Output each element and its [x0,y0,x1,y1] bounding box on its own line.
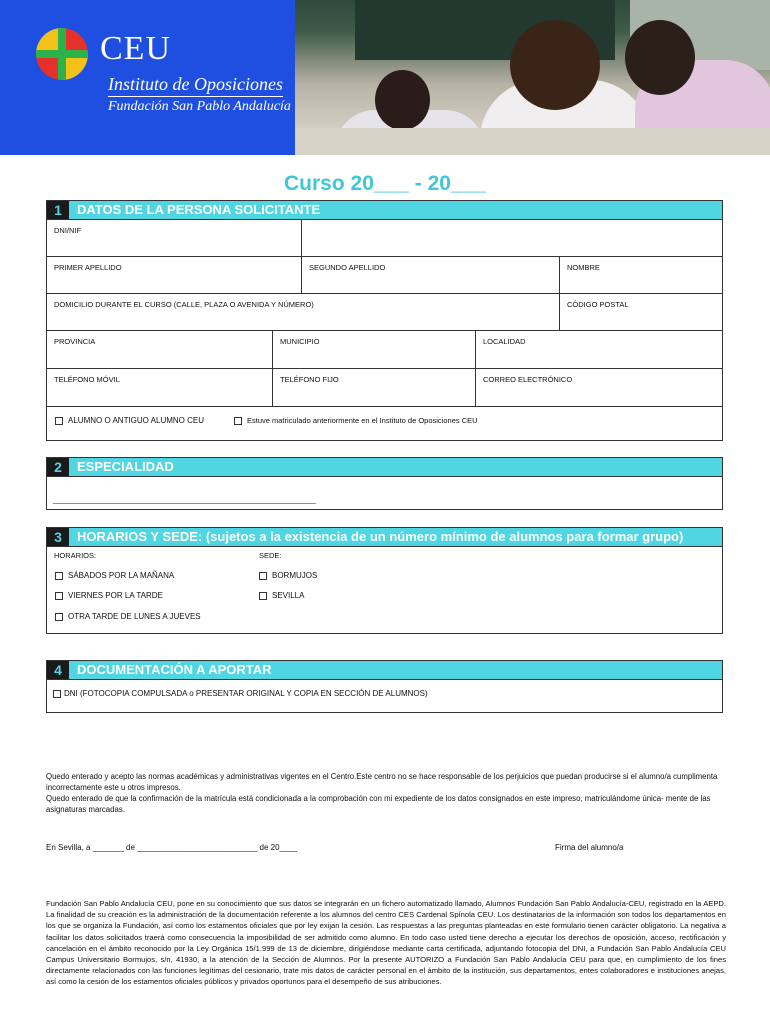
section-4-title: DOCUMENTACIÓN A APORTAR [77,662,272,677]
previously-enrolled-option[interactable] [234,416,478,425]
brand-panel [0,0,295,155]
section-1-number: 1 [47,201,69,219]
weekday-afternoon-checkbox[interactable] [55,613,63,621]
brand-subtitle: Instituto de Oposiciones [108,74,283,94]
dni-document-label: DNI (FOTOCOPIA COMPULSADA o PRESENTAR ORIGINAL Y COPIA EN SECCIÓN DE ALUMNOS) [64,689,428,698]
friday-afternoon-checkbox[interactable] [55,592,63,600]
friday-afternoon-label: VIERNES POR LA TARDE [68,591,163,600]
section-4-number: 4 [47,661,69,679]
email-field[interactable] [476,369,723,407]
course-title: Curso 20___ - 20___ [284,172,486,195]
saturday-morning-option[interactable] [55,571,174,580]
email-label: CORREO ELECTRÓNICO [483,375,573,384]
section-3-header [46,527,723,547]
section-1-title: DATOS DE LA PERSONA SOLICITANTE [77,202,321,217]
former-student-label: ALUMNO O ANTIGUO ALUMNO CEU [68,416,205,425]
second-surname-field[interactable] [302,257,560,294]
bormujos-option[interactable] [259,571,317,580]
section-1-header [46,200,723,220]
specialty-line[interactable]: _______________________________________________________________ [53,495,316,504]
saturday-morning-label: SÁBADOS POR LA MAÑANA [68,571,175,580]
former-student-option[interactable] [55,416,204,425]
province-field[interactable] [47,331,273,369]
section-3-title: HORARIOS Y SEDE: (sujetos a la existencia de un número mínimo de alumnos para formar grupo) [77,529,684,544]
friday-afternoon-option[interactable] [55,591,163,600]
bormujos-checkbox[interactable] [259,572,267,580]
sevilla-option[interactable] [259,591,304,600]
brand-divider [108,96,283,97]
dni-document-option[interactable] [53,689,428,698]
dni-field[interactable] [47,220,302,257]
section-4-box [46,679,723,713]
declaration-paragraph-1: Quedo enterado y acepto las normas académicas y administrativas vigentes en el Centro.Este centro no se hace responsable de los perjuicios que puedan producirse si el alumno/a cumplimenta incorrectamente este u otros impresos. [46,772,718,792]
classroom-photo [295,0,770,155]
section-3-number: 3 [47,528,69,546]
header-banner [0,0,770,155]
dni-extra-field[interactable] [302,220,723,257]
landline-phone-field[interactable] [273,369,476,407]
ceu-logo-icon [36,28,88,80]
place-date-line[interactable]: En Sevilla, a _______ de ___________________________ de 20____ [46,843,298,852]
privacy-notice: Fundación San Pablo Andalucía CEU, pone en su conocimiento que sus datos se integrarán en un fichero automatizado llamado, Alumnos Fundación San Pablo Andalucía-CEU, registrado en la AEPD. La finalidad de su creación es la administración de la documentación referente a los alumnos del centro CES Cardenal Spínola CEU. Los destinatarios de la información son todos los departamentos en los que se organiza la Fundación, así como los estamentos oficiales que por ley exijan la cesión. Las respuestas a las preguntas planteadas en este formulario tienen carácter obligatorio. La negativa a facilitar los datos solicitados traerá como consecuencia la imposibilidad de ser admitido como alumno. En todo caso usted tiene derecho a ejecutar los derechos de oposición, acceso, rectificación y cancelación en el ámbito reconocido por la Ley Orgánica 15/1.999 de 13 de diciembre, dirigiéndose mediante carta certificada, adjuntando fotocopia del DNI, a Fundación San Pablo Andalucía CEU Campus Universitario Bormujos, s/n, 41930, a la atención de la Sección de Alumnos. Por la presente AUTORIZO a Fundación San Pablo Andalucía CEU para que, en cumplimiento de los fines directamente relacionados con las funciones legítimas del cesionario, trate mis datos de carácter personal en el ámbito de la institución, sus departamentos, entes colaboradores e instituciones anejas, así como la cesión de los estamentos oficiales públicos y privados oportunos para el desempeño de sus atribuciones. [46,899,726,987]
weekday-afternoon-option[interactable] [55,612,201,621]
landline-phone-label: TELÉFONO FIJO [280,375,339,384]
address-field[interactable] [47,294,560,331]
section-4-header [46,660,723,680]
section-2-box [46,476,723,510]
weekday-afternoon-label: OTRA TARDE DE LUNES A JUEVES [68,612,201,621]
address-label: DOMICILIO DURANTE EL CURSO (CALLE, PLAZA O AVENIDA Y NÚMERO) [54,300,314,309]
section-2-header [46,457,723,477]
signature-label: Firma del alumno/a [555,843,624,852]
dni-document-checkbox[interactable] [53,690,61,698]
saturday-morning-checkbox[interactable] [55,572,63,580]
previously-enrolled-checkbox[interactable] [234,417,242,425]
mobile-phone-field[interactable] [47,369,273,407]
locality-label: LOCALIDAD [483,337,526,346]
province-label: PROVINCIA [54,337,96,346]
former-student-checkbox[interactable] [55,417,63,425]
postal-code-label: CÓDIGO POSTAL [567,300,629,309]
sevilla-label: SEVILLA [272,591,305,600]
first-surname-field[interactable] [47,257,302,294]
previously-enrolled-label: Estuve matriculado anteriormente en el Instituto de Oposiciones CEU [247,416,478,425]
section-1-box [46,219,723,441]
name-label: NOMBRE [567,263,600,272]
postal-code-field[interactable] [560,294,723,331]
dni-label: DNI/NIF [54,226,82,235]
municipality-label: MUNICIPIO [280,337,320,346]
declaration-text [46,771,726,815]
section-2-title: ESPECIALIDAD [77,459,174,474]
name-field[interactable] [560,257,723,294]
second-surname-label: SEGUNDO APELLIDO [309,263,386,272]
sevilla-checkbox[interactable] [259,592,267,600]
declaration-paragraph-2: Quedo enterado de que la confirmación de la matrícula está condicionada a la comprobación con mi expediente de los datos consignados en este impreso, matriculándome única- mente de las asignaturas marcadas. [46,794,711,814]
bormujos-label: BORMUJOS [272,571,318,580]
first-surname-label: PRIMER APELLIDO [54,263,122,272]
mobile-phone-label: TELÉFONO MÓVIL [54,375,120,384]
section-2-number: 2 [47,458,69,476]
brand-name: CEU [100,30,171,67]
location-label: SEDE: [259,551,282,560]
locality-field[interactable] [476,331,723,369]
schedules-label: HORARIOS: [54,551,97,560]
municipality-field[interactable] [273,331,476,369]
brand-foundation: Fundación San Pablo Andalucía [108,99,291,114]
section-3-box [46,546,723,634]
